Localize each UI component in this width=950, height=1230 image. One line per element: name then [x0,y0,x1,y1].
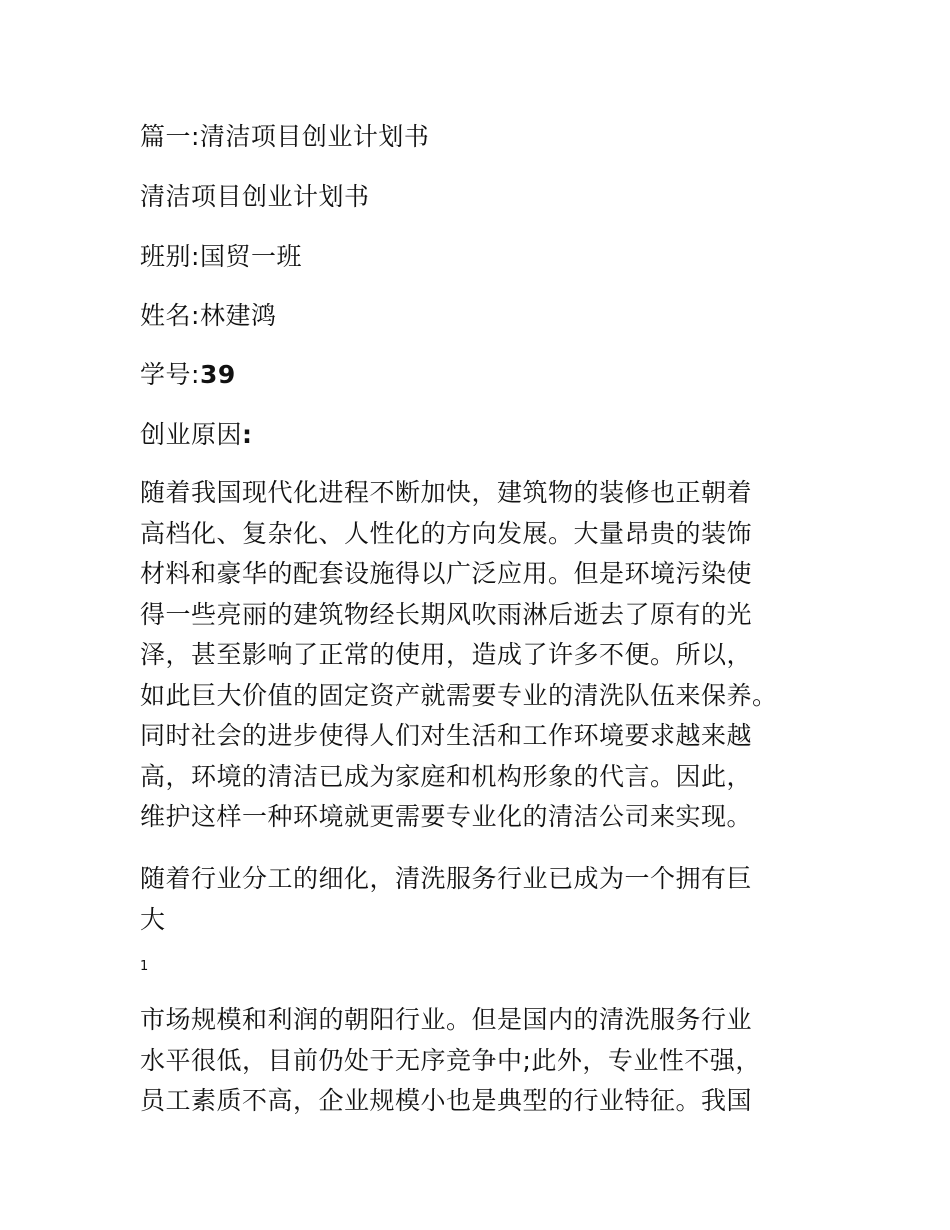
paragraph-2-line: 大 [140,904,166,934]
paragraph-2 [140,859,820,940]
paragraph-1-line: 得一些亮丽的建筑物经长期风吹雨淋后逝去了原有的光 [140,599,753,629]
paragraph-3-line: 水平很低，目前仍处于无序竞争中;此外，专业性不强， [140,1045,761,1075]
page-number: 1 [140,959,149,974]
paragraph-1-line: 同时社会的进步使得人们对生活和工作环境要求越来越 [140,721,753,750]
student-id-label: 学号: [140,360,200,389]
paragraph-1 [140,473,820,838]
paragraph-1-line: 泽，甚至影响了正常的使用，造成了许多不便。所以， [140,640,753,669]
paragraph-1-line: 维护这样一种环境就更需要专业化的清洁公司来实现。 [140,802,753,831]
paragraph-3-line: 员工素质不高，企业规模小也是典型的行业特征。我国 [140,1086,753,1115]
paragraph-3-line: 市场规模和利润的朝阳行业。但是国内的清洗服务行业 [140,1005,753,1034]
name-line [140,296,276,336]
name-value: 林建鸿 [199,301,277,330]
reason-colon: : [242,420,253,449]
paragraph-1-line: 如此巨大价值的固定资产就需要专业的清洗队伍来保养。 [140,680,778,710]
reason-heading [140,415,253,455]
paragraph-1-line: 材料和豪华的配套设施得以广泛应用。但是环境污染使 [140,559,753,588]
document-title: 篇一:清洁项目创业计划书 [140,122,430,151]
reason-label: 创业原因 [140,420,243,449]
class-label: 班别: [140,242,200,271]
class-value: 国贸一班 [199,242,302,271]
class-line [140,237,302,277]
paragraph-2-line: 随着行业分工的细化，清洗服务行业已成为一个拥有巨 [140,864,753,893]
paragraph-1-line: 高档化、复杂化、人性化的方向发展。大量昂贵的装饰 [140,518,753,548]
paragraph-3 [140,1000,820,1122]
document-subtitle: 清洁项目创业计划书 [140,182,370,211]
name-label: 姓名: [140,301,200,330]
student-id-line [140,355,236,395]
student-id-value: 39 [199,360,236,389]
paragraph-1-line: 随着我国现代化进程不断加快，建筑物的装修也正朝着 [140,478,753,507]
paragraph-1-line: 高，环境的清洁已成为家庭和机构形象的代言。因此， [140,761,753,791]
